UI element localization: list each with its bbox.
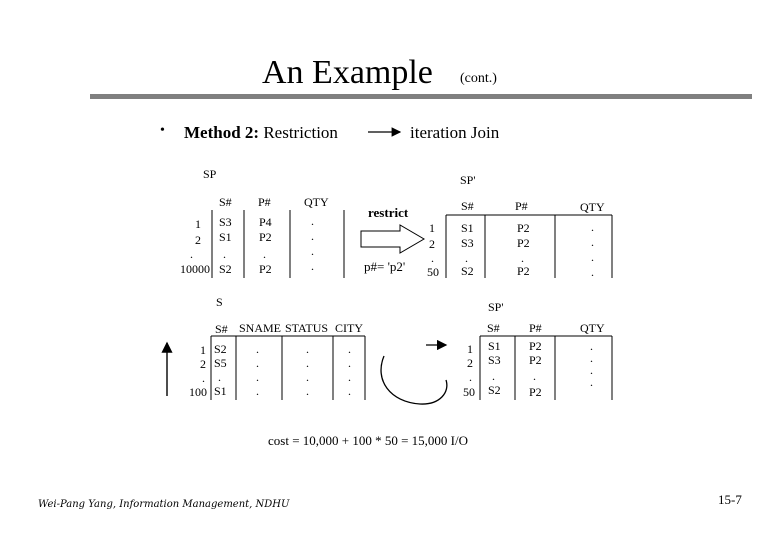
sp-cell-s: . [223, 247, 226, 261]
sp-cell-p: P2 [259, 230, 272, 244]
spprime-bottom-qty-dots: . . . . [590, 339, 593, 389]
spprime-top-cell-p: P2 [517, 221, 530, 235]
sp-rownum: . [190, 247, 193, 261]
s-header-sname: SNAME [239, 321, 282, 335]
spprime-top-header-s: S# [461, 199, 474, 213]
s-rownum: 100 [189, 385, 207, 399]
spprime-bottom-label: SP' [488, 300, 504, 314]
spprime-bottom-rownum: 1 [467, 342, 473, 356]
sp-label: SP [203, 167, 217, 181]
spprime-top-label: SP' [460, 173, 476, 187]
spprime-top-header-p: P# [515, 199, 528, 213]
s-header-status: STATUS [285, 321, 329, 335]
restrict-label: restrict [368, 205, 409, 220]
sp-header-qty: QTY [304, 195, 329, 209]
sp-header-p: P# [258, 195, 271, 209]
spprime-top-cell-s: S2 [461, 264, 474, 278]
spprime-top-qty-dots: . . . . [591, 220, 594, 279]
spprime-bottom-header-p: P# [529, 321, 542, 335]
method-result: iteration Join [410, 123, 500, 142]
sp-header-s: S# [219, 195, 232, 209]
spprime-bottom-cell-p: P2 [529, 385, 542, 399]
restrict-rownum: 2 [429, 237, 435, 251]
s-cell-snum: . [218, 370, 221, 384]
s-cell-snum: S1 [214, 384, 227, 398]
spprime-top-cell-s: . [465, 251, 468, 265]
sp-cell-s: S2 [219, 262, 232, 276]
spprime-bottom-rownum: . [469, 370, 472, 384]
footer-author: Wei-Pang Yang, Information Management, NDHU [38, 499, 290, 510]
s-sname-dots: . . . . [256, 342, 259, 398]
sp-rownum: 2 [195, 233, 201, 247]
method-label: Method 2: [184, 123, 260, 142]
iteration-curve [381, 356, 447, 404]
spprime-top-header-qty: QTY [580, 200, 605, 214]
restrict-condition: p#= 'p2' [364, 259, 406, 274]
sp-rownum: 10000 [180, 262, 210, 276]
spprime-bottom-cell-s: . [492, 369, 495, 383]
spprime-bottom-cell-s: S2 [488, 383, 501, 397]
s-rownum: . [202, 371, 205, 385]
s-header-city: CITY [335, 321, 363, 335]
sp-cell-p: P2 [259, 262, 272, 276]
cost-formula: cost = 10,000 + 100 * 50 = 15,000 I/O [268, 433, 469, 448]
method-text: Restriction [263, 123, 338, 142]
sp-cell-p: . [263, 247, 266, 261]
spprime-bottom-header-s: S# [487, 321, 500, 335]
spprime-bottom-rownum: 50 [463, 385, 475, 399]
s-header-snum: S# [215, 322, 228, 336]
restrict-rownum: 50 [427, 265, 439, 279]
slide-title: An Example [262, 54, 433, 91]
sp-cell-p: P4 [259, 215, 272, 229]
slide-title-suffix: (cont.) [460, 71, 497, 86]
s-status-dots: . . . . [306, 342, 309, 398]
spprime-bottom-rownum: 2 [467, 356, 473, 370]
spprime-bottom-cell-p: P2 [529, 339, 542, 353]
spprime-bottom-header-qty: QTY [580, 321, 605, 335]
sp-rownum: 1 [195, 217, 201, 231]
restrict-rownum: . [431, 251, 434, 265]
s-city-dots: . . . . [348, 342, 351, 398]
spprime-top-cell-p: . [521, 251, 524, 265]
sp-cell-s: S1 [219, 230, 232, 244]
restrict-rownum: 1 [429, 221, 435, 235]
spprime-bottom-cell-p: P2 [529, 353, 542, 367]
spprime-top-cell-s: S1 [461, 221, 474, 235]
s-label: S [216, 295, 223, 309]
spprime-top-cell-p: P2 [517, 236, 530, 250]
s-rownum: 2 [200, 357, 206, 371]
restrict-arrow-icon [361, 225, 424, 253]
s-cell-snum: S2 [214, 342, 227, 356]
s-rownum: 1 [200, 343, 206, 357]
sp-qty-dots: . . . . [311, 214, 314, 273]
spprime-top-cell-s: S3 [461, 236, 474, 250]
page-number: 15-7 [718, 492, 742, 507]
spprime-bottom-cell-p: . [533, 369, 536, 383]
spprime-bottom-cell-s: S1 [488, 339, 501, 353]
s-cell-snum: S5 [214, 356, 227, 370]
bullet-dot-icon: • [160, 123, 165, 138]
spprime-bottom-cell-s: S3 [488, 353, 501, 367]
spprime-top-cell-p: P2 [517, 264, 530, 278]
sp-cell-s: S3 [219, 215, 232, 229]
